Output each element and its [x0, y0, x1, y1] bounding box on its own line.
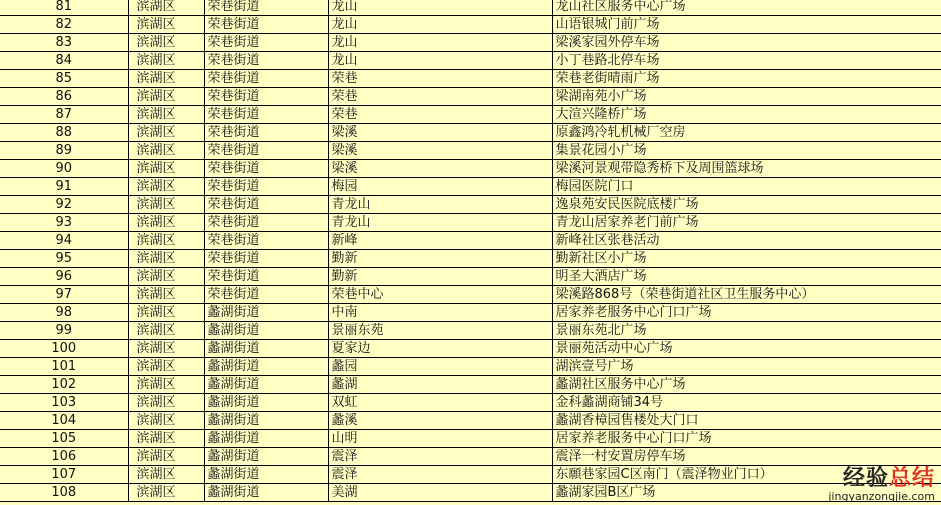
cell-district: 滨湖区 — [128, 376, 204, 394]
cell-district: 滨湖区 — [128, 304, 204, 322]
table-row — [0, 88, 941, 106]
cell-number: 87 — [0, 106, 128, 124]
cell-street: 荣巷街道 — [204, 34, 328, 52]
cell-community: 蠡溪 — [328, 412, 552, 430]
cell-community: 勤新 — [328, 250, 552, 268]
cell-number: 96 — [0, 268, 128, 286]
cell-district: 滨湖区 — [128, 34, 204, 52]
cell-number: 86 — [0, 88, 128, 106]
cell-community: 荣巷中心 — [328, 286, 552, 304]
cell-district: 滨湖区 — [128, 268, 204, 286]
cell-district: 滨湖区 — [128, 286, 204, 304]
cell-street: 蠡湖街道 — [204, 466, 328, 484]
cell-location: 湖滨壹号广场 — [552, 358, 941, 376]
cell-community: 荣巷 — [328, 70, 552, 88]
cell-location: 震泽一村安置房停车场 — [552, 448, 941, 466]
cell-street: 荣巷街道 — [204, 232, 328, 250]
cell-district: 滨湖区 — [128, 106, 204, 124]
cell-community: 蠡园 — [328, 358, 552, 376]
cell-location: 蠡湖香樟园售楼处大门口 — [552, 412, 941, 430]
table-row — [0, 52, 941, 70]
table-row — [0, 160, 941, 178]
table-row — [0, 196, 941, 214]
cell-number: 92 — [0, 196, 128, 214]
table-row — [0, 394, 941, 412]
cell-community: 山明 — [328, 430, 552, 448]
table-row — [0, 412, 941, 430]
cell-location: 梁溪路868号（荣巷街道社区卫生服务中心） — [552, 286, 941, 304]
cell-location: 梁湖南苑小广场 — [552, 88, 941, 106]
cell-number: 94 — [0, 232, 128, 250]
table-row — [0, 484, 941, 502]
cell-number: 100 — [0, 340, 128, 358]
cell-number: 101 — [0, 358, 128, 376]
table-row — [0, 448, 941, 466]
cell-district: 滨湖区 — [128, 358, 204, 376]
cell-street: 荣巷街道 — [204, 268, 328, 286]
cell-community: 龙山 — [328, 52, 552, 70]
cell-location: 龙山社区服务中心广场 — [552, 0, 941, 16]
cell-number: 104 — [0, 412, 128, 430]
cell-number: 102 — [0, 376, 128, 394]
cell-community: 梁溪 — [328, 124, 552, 142]
cell-street: 蠡湖街道 — [204, 448, 328, 466]
cell-location: 梁溪家园外停车场 — [552, 34, 941, 52]
cell-community: 美湖 — [328, 484, 552, 502]
cell-district: 滨湖区 — [128, 214, 204, 232]
cell-location: 居家养老服务中心门口广场 — [552, 304, 941, 322]
table-row — [0, 322, 941, 340]
cell-community: 震泽 — [328, 466, 552, 484]
cell-location: 逸泉苑安民医院底楼广场 — [552, 196, 941, 214]
cell-location: 居家养老服务中心门口广场 — [552, 430, 941, 448]
cell-number: 91 — [0, 178, 128, 196]
cell-location: 小丁巷路北停车场 — [552, 52, 941, 70]
cell-street: 蠡湖街道 — [204, 376, 328, 394]
cell-street: 荣巷街道 — [204, 160, 328, 178]
cell-street: 蠡湖街道 — [204, 484, 328, 502]
cell-street: 荣巷街道 — [204, 214, 328, 232]
cell-location: 大渲兴隆桥广场 — [552, 106, 941, 124]
cell-number: 106 — [0, 448, 128, 466]
cell-district: 滨湖区 — [128, 0, 204, 16]
table-row — [0, 286, 941, 304]
cell-community: 荣巷 — [328, 106, 552, 124]
table-row — [0, 430, 941, 448]
cell-number: 97 — [0, 286, 128, 304]
cell-district: 滨湖区 — [128, 394, 204, 412]
cell-location: 蠡湖家园B区广场 — [552, 484, 941, 502]
cell-community: 震泽 — [328, 448, 552, 466]
cell-street: 蠡湖街道 — [204, 412, 328, 430]
cell-community: 青龙山 — [328, 214, 552, 232]
table-row — [0, 214, 941, 232]
cell-district: 滨湖区 — [128, 484, 204, 502]
cell-street: 荣巷街道 — [204, 0, 328, 16]
cell-district: 滨湖区 — [128, 430, 204, 448]
cell-community: 景丽东苑 — [328, 322, 552, 340]
table-row — [0, 142, 941, 160]
cell-location: 蠡湖社区服务中心广场 — [552, 376, 941, 394]
cell-district: 滨湖区 — [128, 88, 204, 106]
table-row — [0, 340, 941, 358]
table-row — [0, 466, 941, 484]
cell-district: 滨湖区 — [128, 160, 204, 178]
cell-number: 83 — [0, 34, 128, 52]
cell-street: 荣巷街道 — [204, 70, 328, 88]
cell-street: 荣巷街道 — [204, 196, 328, 214]
cell-location: 青龙山居家养老门前广场 — [552, 214, 941, 232]
table-row — [0, 34, 941, 52]
cell-location: 山语银城门前广场 — [552, 16, 941, 34]
cell-number: 108 — [0, 484, 128, 502]
cell-location: 原鑫鸿冷轧机械厂空房 — [552, 124, 941, 142]
cell-street: 荣巷街道 — [204, 124, 328, 142]
cell-district: 滨湖区 — [128, 70, 204, 88]
cell-district: 滨湖区 — [128, 340, 204, 358]
table-row — [0, 268, 941, 286]
table-row — [0, 358, 941, 376]
cell-community: 夏家边 — [328, 340, 552, 358]
table-row — [0, 304, 941, 322]
cell-street: 荣巷街道 — [204, 16, 328, 34]
cell-community: 青龙山 — [328, 196, 552, 214]
cell-street: 蠡湖街道 — [204, 430, 328, 448]
cell-number: 98 — [0, 304, 128, 322]
cell-district: 滨湖区 — [128, 232, 204, 250]
cell-location: 新峰社区张巷活动 — [552, 232, 941, 250]
cell-district: 滨湖区 — [128, 142, 204, 160]
cell-district: 滨湖区 — [128, 178, 204, 196]
cell-number: 105 — [0, 430, 128, 448]
cell-community: 梁溪 — [328, 142, 552, 160]
cell-street: 蠡湖街道 — [204, 304, 328, 322]
cell-location: 景丽东苑北广场 — [552, 322, 941, 340]
cell-community: 荣巷 — [328, 88, 552, 106]
cell-street: 荣巷街道 — [204, 250, 328, 268]
cell-location: 金科蠡湖商铺34号 — [552, 394, 941, 412]
cell-number: 90 — [0, 160, 128, 178]
cell-street: 蠡湖街道 — [204, 322, 328, 340]
cell-district: 滨湖区 — [128, 448, 204, 466]
cell-community: 蠡湖 — [328, 376, 552, 394]
cell-number: 99 — [0, 322, 128, 340]
cell-location: 梁溪河景观带隐秀桥下及周围篮球场 — [552, 160, 941, 178]
table-row — [0, 16, 941, 34]
cell-number: 103 — [0, 394, 128, 412]
cell-community: 新峰 — [328, 232, 552, 250]
cell-number: 89 — [0, 142, 128, 160]
table-row — [0, 250, 941, 268]
cell-district: 滨湖区 — [128, 52, 204, 70]
cell-number: 81 — [0, 0, 128, 16]
watermark-url: jingyanzongjie.com — [828, 490, 935, 503]
cell-district: 滨湖区 — [128, 250, 204, 268]
cell-district: 滨湖区 — [128, 412, 204, 430]
cell-street: 蠡湖街道 — [204, 358, 328, 376]
cell-district: 滨湖区 — [128, 124, 204, 142]
cell-street: 荣巷街道 — [204, 142, 328, 160]
cell-community: 梅园 — [328, 178, 552, 196]
table-row — [0, 106, 941, 124]
cell-number: 84 — [0, 52, 128, 70]
cell-community: 中南 — [328, 304, 552, 322]
watermark-cn-black: 经验 — [842, 466, 889, 491]
cell-location: 东願巷家园C区南门（震泽物业门口） — [552, 466, 941, 484]
cell-street: 荣巷街道 — [204, 106, 328, 124]
table-row — [0, 124, 941, 142]
cell-street: 荣巷街道 — [204, 88, 328, 106]
cell-location: 勤新社区小广场 — [552, 250, 941, 268]
cell-street: 荣巷街道 — [204, 286, 328, 304]
watermark-cn-red: 总结 — [888, 466, 935, 491]
cell-community: 双虹 — [328, 394, 552, 412]
cell-community: 龙山 — [328, 16, 552, 34]
cell-street: 蠡湖街道 — [204, 340, 328, 358]
cell-community: 勤新 — [328, 268, 552, 286]
table-row — [0, 232, 941, 250]
cell-number: 93 — [0, 214, 128, 232]
table-row — [0, 0, 941, 16]
cell-location: 荣巷老街晴雨广场 — [552, 70, 941, 88]
table-row — [0, 376, 941, 394]
cell-street: 荣巷街道 — [204, 52, 328, 70]
cell-district: 滨湖区 — [128, 196, 204, 214]
cell-community: 龙山 — [328, 34, 552, 52]
table-row — [0, 178, 941, 196]
cell-number: 95 — [0, 250, 128, 268]
cell-district: 滨湖区 — [128, 466, 204, 484]
cell-street: 荣巷街道 — [204, 178, 328, 196]
cell-community: 梁溪 — [328, 160, 552, 178]
table-row — [0, 70, 941, 88]
cell-number: 85 — [0, 70, 128, 88]
cell-community: 龙山 — [328, 0, 552, 16]
cell-number: 82 — [0, 16, 128, 34]
cell-location: 梅园医院门口 — [552, 178, 941, 196]
cell-location: 景丽苑活动中心广场 — [552, 340, 941, 358]
cell-number: 88 — [0, 124, 128, 142]
cell-district: 滨湖区 — [128, 322, 204, 340]
cell-location: 集景花园小广场 — [552, 142, 941, 160]
cell-district: 滨湖区 — [128, 16, 204, 34]
cell-number: 107 — [0, 466, 128, 484]
cell-street: 蠡湖街道 — [204, 394, 328, 412]
cell-location: 明圣大酒店广场 — [552, 268, 941, 286]
